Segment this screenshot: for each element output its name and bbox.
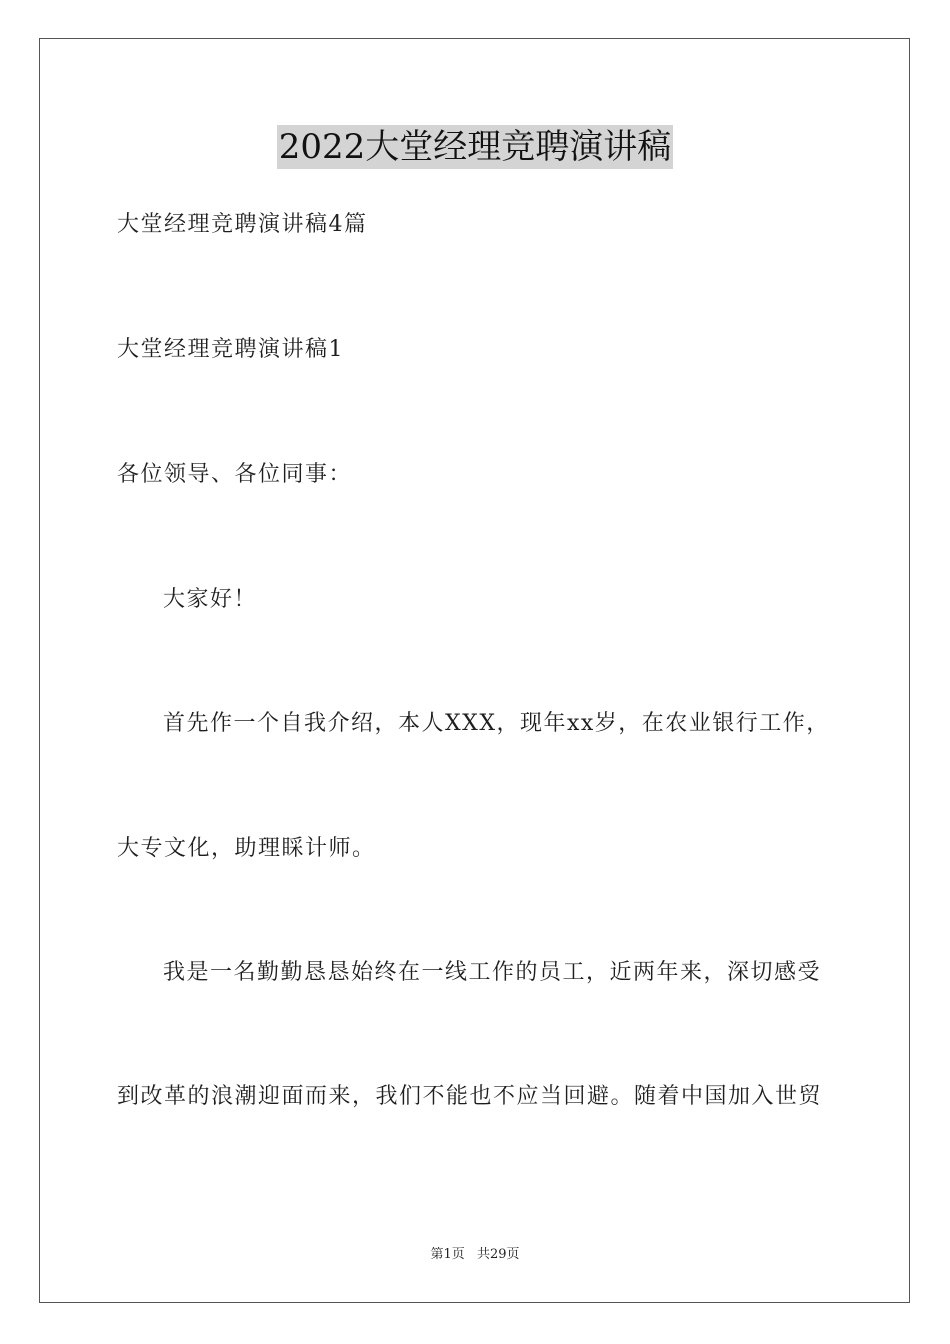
paragraph-salutation: 各位领导、各位同事：: [117, 462, 353, 487]
paragraph-subtitle: 大堂经理竞聘演讲稿4篇: [117, 212, 368, 237]
paragraph-body-line: 我是一名勤勤恳恳始终在一线工作的员工，近两年来，深切感受: [163, 960, 822, 985]
paragraph-body-line: 首先作一个自我介绍，本人XXX，现年xx岁，在农业银行工作，: [163, 711, 830, 736]
page-total: 共29页: [476, 1247, 520, 1262]
paragraph-greeting: 大家好！: [163, 587, 258, 612]
page-number: 第1页: [430, 1247, 465, 1262]
title-container: [0, 125, 950, 169]
paragraph-body-line: 到改革的浪潮迎面而来，我们不能也不应当回避。随着中国加入世贸: [117, 1084, 823, 1109]
paragraph-body-line: 大专文化，助理睬计师。: [117, 836, 376, 861]
page-footer: [0, 1246, 950, 1264]
paragraph-heading: 大堂经理竞聘演讲稿1: [117, 337, 344, 362]
document-title: 2022大堂经理竞聘演讲稿: [278, 127, 672, 167]
